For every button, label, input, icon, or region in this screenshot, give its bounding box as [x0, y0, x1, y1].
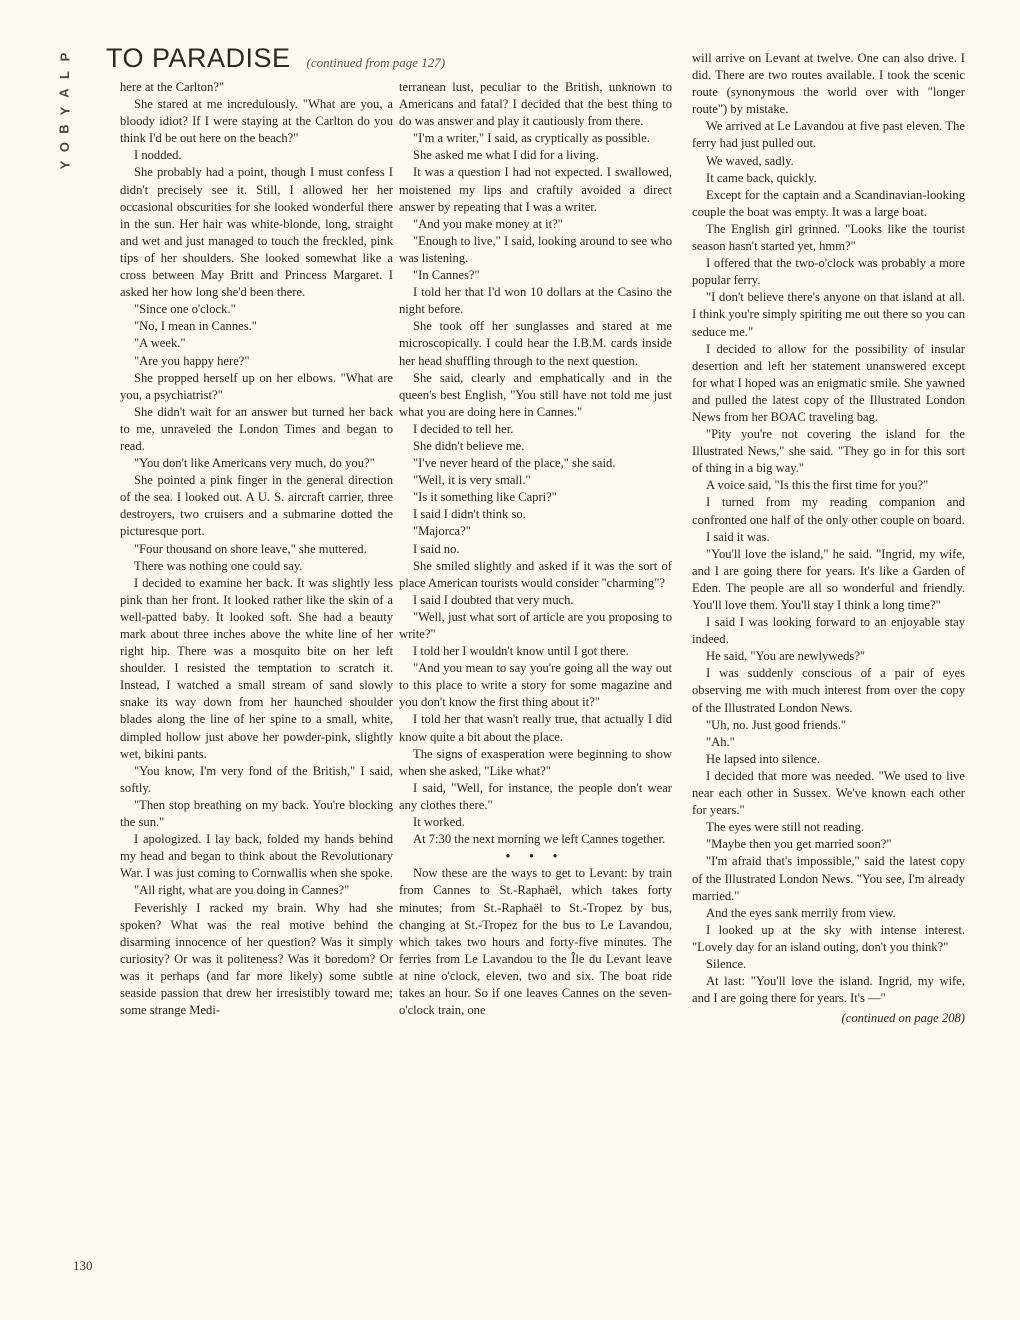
paragraph: "Pity you're not covering the island for the Illustrated News," she said. "They go in for this sort of thing in a big way.": [692, 427, 965, 476]
paragraph: A voice said, "Is this the first time for you?": [706, 478, 929, 493]
paragraph: I nodded.: [134, 148, 182, 163]
paragraph: She probably had a point, though I must confess I didn't precisely see it. Still, I allowed her her occasional obscurities for she looked wonderful there in the sun. Her hair was white-blonde, long, straight and wet and just managed to touch the freckled, pink tips of her shoulders. She looked somewhat like a cross between May Britt and Princess Margaret. I asked her how long she'd been there.: [120, 165, 393, 300]
text-column-2: [399, 79, 672, 1019]
paragraph: I turned from my reading companion and confronted one half of the only other couple on board.: [692, 495, 965, 527]
paragraph: I looked up at the sky with intense interest. "Lovely day for an island outing, don't you think?": [692, 922, 965, 954]
paragraph: She said, clearly and emphatically and in the queen's best English, "You still have not told me just what you are doing here in Cannes.": [399, 370, 672, 419]
paragraph: The English girl grinned. "Looks like the tourist season hasn't started yet, hmm?": [692, 221, 965, 254]
paragraph: He said, "You are newlyweds?": [706, 649, 866, 664]
paragraph: She didn't wait for an answer but turned her back to me, unraveled the London Times and began to read.: [120, 404, 393, 453]
paragraph: I told her I wouldn't know until I got there.: [413, 644, 629, 659]
text-column-3: [692, 50, 965, 1027]
continued-from-note: (continued from page 127): [306, 55, 446, 70]
paragraph: Silence.: [706, 956, 747, 971]
paragraph: I said I doubted that very much.: [413, 592, 574, 607]
paragraph: The eyes were still not reading.: [706, 820, 865, 835]
paragraph: At last: "You'll love the island. Ingrid, my wife, and I are going there for years. It's —": [692, 974, 965, 1006]
paragraph: "I don't believe there's anyone on that island at all. I think you're simply spiriting me out there so you can seduce me.": [692, 290, 965, 339]
paragraph: I said I was looking forward to an enjoyable stay indeed.: [692, 615, 965, 647]
magazine-name-vertical: [52, 48, 78, 174]
paragraph: "I've never heard of the place," she said.: [413, 456, 616, 471]
text-column-1: [120, 79, 393, 1019]
paragraph: "All right, what are you doing in Cannes?": [134, 883, 350, 898]
paragraph: I told her that wasn't really true, that actually I did know quite a bit about the place.: [399, 712, 672, 744]
paragraph: I was suddenly conscious of a pair of eyes observing me with much interest from over the copy of the Illustrated London News.: [692, 666, 965, 715]
paragraph: He lapsed into silence.: [706, 751, 821, 766]
article-headline: [106, 43, 445, 74]
paragraph: Except for the captain and a Scandinavian-looking couple the boat was empty. It was a large boat.: [692, 187, 965, 219]
sidebar-letter: P: [56, 52, 72, 62]
paragraph: "Then stop breathing on my back. You're blocking the sun.": [120, 797, 393, 830]
paragraph: There was nothing one could say.: [134, 558, 303, 573]
paragraph: I decided to examine her back. It was slightly less pink than her front. It looked rather like the skin of a well-patted baby. It looked soft. She had a beauty mark about three inches above the white line of her right hip. There was a mosquito bite on her left shoulder. I resisted the temptation to scratch it. Instead, I watched a small stream of sand slowly snake its way down from her haunched shoulder blades along the line of her spine to a small, white, dimpled hollow just above her powder-pink, slightly wet, bikini pants.: [120, 575, 393, 761]
paragraph: I told her that I'd won 10 dollars at the Casino the night before.: [399, 285, 672, 317]
paragraph: "I'm a writer," I said, as cryptically as possible.: [413, 131, 650, 146]
sidebar-letter: B: [56, 124, 72, 134]
paragraph: "You don't like Americans very much, do you?": [134, 456, 375, 471]
continued-on-note: (continued on page 208): [841, 1011, 965, 1026]
paragraph: She stared at me incredulously. "What are you, a bloody idiot? If I were staying at the Carlton do you think I'd be out here on the beach?": [120, 97, 393, 146]
paragraph: I decided that more was needed. "We used to live near each other in Sussex. We've known each other for years.": [692, 768, 965, 818]
paragraph: I decided to tell her.: [413, 421, 514, 436]
paragraph: "Well, just what sort of article are you proposing to write?": [399, 609, 672, 641]
paragraph: "Is it something like Capri?": [413, 490, 557, 505]
sidebar-letter: O: [57, 141, 72, 153]
paragraph: She took off her sunglasses and stared at me microscopically. I could hear the I.B.M. cards inside her head shuffling through to the next question.: [399, 319, 672, 368]
paragraph: Feverishly I racked my brain. Why had she spoken? What was the real motive behind the disarming innocence of her question? Was it simply curiosity? Or was it politeness? Was it boredom? Or was it perhaps (and far more likely) some subtle seaside passion that drew her irresistibly toward me; some strange Medi-: [120, 900, 393, 1018]
paragraph: I said it was.: [706, 529, 770, 544]
paragraph: She smiled slightly and asked if it was the sort of place American tourists would consider "charming"?: [399, 558, 672, 590]
paragraph: She didn't believe me.: [413, 438, 525, 453]
paragraph: "Are you happy here?": [134, 353, 250, 368]
paragraph: "Well, it is very small.": [413, 473, 531, 488]
paragraph: "A week.": [134, 336, 186, 351]
paragraph: It was a question I had not expected. I swallowed, moistened my lips and craftily avoided a direct answer by repeating that I was a writer.: [399, 165, 672, 214]
paragraph: "I'm afraid that's impossible," said the latest copy of the Illustrated London News. "You see, I'm already married.": [692, 854, 965, 903]
paragraph: terranean lust, peculiar to the British, unknown to Americans and fatal? I decided that the best thing to do was answer and play it cautiously from there.: [399, 80, 672, 129]
sidebar-letter: A: [56, 88, 72, 98]
paragraph: "No, I mean in Cannes.": [134, 319, 257, 334]
paragraph: She pointed a pink finger in the general direction of the sea. I looked out. A U. S. aircraft carrier, three destroyers, two cruisers and a submarine dotted the picturesque port.: [120, 473, 393, 539]
paragraph: here at the Carlton?": [120, 80, 225, 94]
paragraph: "Since one o'clock.": [134, 302, 236, 317]
paragraph: "And you mean to say you're going all the way out to this place to write a story for some magazine and you don't know the first thing about it?": [399, 661, 672, 710]
section-break: • • •: [505, 849, 566, 864]
paragraph: It came back, quickly.: [706, 170, 817, 185]
sidebar-letter: Y: [56, 106, 72, 116]
paragraph: We waved, sadly.: [706, 153, 794, 168]
paragraph: She propped herself up on her elbows. "What are you, a psychiatrist?": [120, 370, 393, 402]
paragraph: She asked me what I did for a living.: [413, 148, 599, 163]
paragraph: "You'll love the island," he said. "Ingrid, my wife, and I are going there for years. It's like a Garden of Eden. The people are all so wonderful and friendly. You'll love them. You'll stay I think a long time?": [692, 546, 965, 612]
paragraph: The signs of exasperation were beginning to show when she asked, "Like what?": [399, 746, 672, 778]
paragraph: I said, "Well, for instance, the people don't wear any clothes there.": [399, 780, 672, 812]
paragraph: "Ah.": [706, 734, 735, 749]
paragraph: I offered that the two-o'clock was probably a more popular ferry.: [692, 256, 965, 288]
paragraph: I said no.: [413, 541, 460, 556]
paragraph: I apologized. I lay back, folded my hands behind my head and began to think about the Revolutionary War. I was just coming to Cornwallis when she spoke.: [120, 832, 393, 881]
paragraph: And the eyes sank merrily from view.: [706, 905, 896, 920]
paragraph: I decided to allow for the possibility of insular desertion and left her statement unanswered except for what I hoped was an enigmatic smile. She yawned and pulled the latest copy of the Illustrated London News from her BOAC traveling bag.: [692, 341, 965, 424]
paragraph: It worked.: [413, 815, 465, 830]
paragraph: I said I didn't think so.: [413, 507, 526, 522]
paragraph: "Uh, no. Just good friends.": [706, 717, 847, 732]
sidebar-letter: Y: [56, 160, 72, 170]
paragraph: "Enough to live," I said, looking around to see who was listening.: [399, 233, 672, 265]
page-number: 130: [73, 1258, 93, 1273]
paragraph: "Maybe then you get married soon?": [706, 837, 892, 852]
paragraph: At 7:30 the next morning we left Cannes together.: [413, 832, 666, 847]
paragraph: Now these are the ways to get to Levant: by train from Cannes to St.-Raphaël, which takes forty minutes; from St.-Raphaël to St.-Tropez by bus, changing at St.-Tropez for the bus to Le Lavandou, which takes two hours and forty-five minutes. The ferries from Le Lavandou to the Île du Levant leave at nine o'clock, eleven, two and six. The boat ride takes an hour. So if one leaves Cannes on the seven-o'clock train, one: [399, 866, 672, 1018]
paragraph: "Majorca?": [413, 524, 471, 539]
article-title: TO PARADISE: [106, 43, 291, 73]
paragraph: "And you make money at it?": [413, 216, 563, 231]
sidebar-letter: L: [56, 71, 72, 79]
paragraph: "In Cannes?": [413, 268, 480, 283]
paragraph: "You know, I'm very fond of the British," I said, softly.: [120, 763, 393, 795]
paragraph: "Four thousand on shore leave," she muttered.: [134, 541, 367, 556]
paragraph: We arrived at Le Lavandou at five past eleven. The ferry had just pulled out.: [692, 119, 965, 151]
paragraph: will arrive on Levant at twelve. One can also drive. I did. There are two routes available. I took the scenic route (synonymous the world over with "longer route") by mistake.: [692, 51, 965, 117]
